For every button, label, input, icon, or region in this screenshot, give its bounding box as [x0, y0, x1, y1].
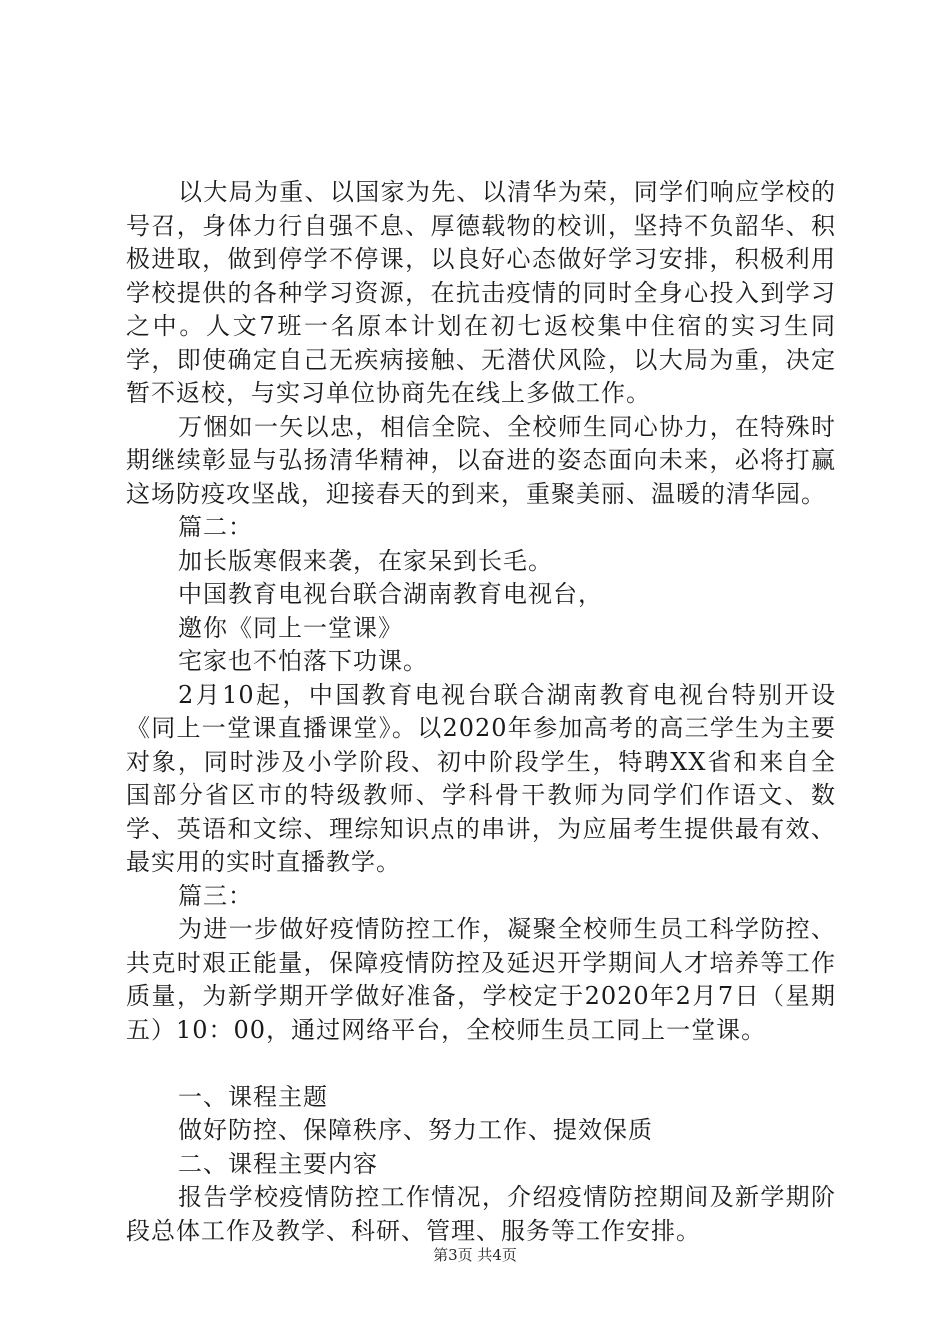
page-footer: 第3页 共4页: [433, 1246, 517, 1264]
paragraph-course-content: 报告学校疫情防控工作情况，介绍疫情防控期间及新学期阶段总体工作及教学、科研、管理、服务等工作安排。: [126, 1183, 836, 1245]
heading-course-content: 二、课程主要内容: [178, 1149, 378, 1178]
paragraph-closing: 万悃如一矢以忠，相信全院、全校师生同心协力，在特殊时期继续彰显与弘扬清华精神，以奋进的姿态面向未来，必将打赢这场防疫攻坚战，迎接春天的到来，重聚美丽、温暖的清华园。: [126, 412, 836, 508]
paragraph-line: 宅家也不怕落下功课。: [178, 647, 428, 675]
paragraph-notice: 为进一步做好疫情防控工作，凝聚全校师生员工科学防控、共克时艰正能量，保障疫情防控及延迟开学期间人才培养等工作质量，为新学期开学做好准备，学校定于2020年2月7日（星期五）10：00，通过网络平台，全校师生员工同上一堂课。: [126, 915, 836, 1044]
paragraph-line: 加长版寒假来袭，在家呆到长毛。: [178, 546, 553, 575]
document-body: [126, 176, 836, 1248]
paragraph-intro: 以大局为重、以国家为先、以清华为荣，同学们响应学校的号召，身体力行自强不息、厚德载物的校训，坚持不负韶华、积极进取，做到停学不停课，以良好心态做好学习安排，积极利用学校提供的各种学习资源，在抗击疫情的同时全身心投入到学习之中。人文7班一名原本计划在初七返校集中住宿的实习生同学，即使确定自己无疾病接触、无潜伏风险，以大局为重，决定暂不返校，与实习单位协商先在线上多做工作。: [126, 178, 836, 407]
paragraph-broadcast: 2月10起，中国教育电视台联合湖南教育电视台特别开设《同上一堂课直播课堂》。以2020年参加高考的高三学生为主要对象，同时涉及小学阶段、初中阶段学生，特聘XX省和来自全国部分省区市的特级教师、学科骨干教师为同学们作语文、数学、英语和文综、理综知识点的串讲，为应届考生提供最有效、最实用的实时直播教学。: [126, 680, 836, 876]
paragraph-line: 邀你《同上一堂课》: [178, 613, 403, 642]
heading-course-theme: 一、课程主题: [178, 1082, 328, 1111]
blank-line: [126, 1047, 836, 1081]
section-heading-part-three: 篇三：: [178, 881, 253, 910]
paragraph-course-theme: 做好防控、保障秩序、努力工作、提效保质: [178, 1116, 653, 1144]
paragraph-line: 中国教育电视台联合湖南教育电视台，: [178, 580, 603, 608]
section-heading-part-two: 篇二：: [178, 513, 253, 541]
